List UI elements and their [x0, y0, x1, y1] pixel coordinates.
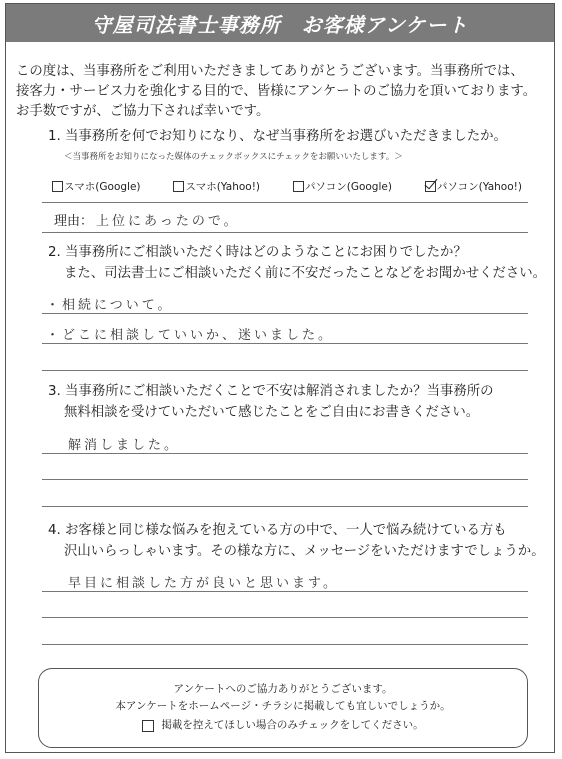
- intro-line: この度は、当事務所をご利用いただきましてありがとうございます。当事務所では、: [16, 64, 524, 79]
- question-1: [48, 126, 507, 147]
- opt-out-checkbox[interactable]: [142, 720, 154, 732]
- question-2-line2: また、司法書士にご相談いただく前に不安だったことなどをお聞かせください。: [64, 266, 547, 281]
- checkbox[interactable]: [173, 181, 184, 192]
- option-label: スマホ(Yahoo!): [185, 181, 261, 193]
- question-2-answer: ・どこに相談していいか、迷いました。: [46, 328, 335, 343]
- survey-header: [6, 4, 554, 42]
- option-pc-yahoo[interactable]: [425, 179, 522, 194]
- opt-out-row: [39, 717, 527, 734]
- reason-label: 理由：: [54, 214, 94, 229]
- option-label: スマホ(Google): [64, 181, 141, 193]
- answer-line: [42, 617, 528, 618]
- question-2-line1: 2. 当事務所にご相談いただく時はどのようなことにお困りでしたか？: [48, 245, 467, 260]
- survey-sheet: [5, 3, 555, 753]
- question-2-answer: ・相続について。: [46, 298, 174, 313]
- checkbox[interactable]: [52, 181, 63, 192]
- question-4-answer: 早目に相談した方が良いと思います。: [68, 576, 339, 591]
- option-pc-google[interactable]: [293, 179, 392, 194]
- answer-line: [42, 453, 528, 454]
- survey-title: 守屋司法書士事務所 お客様アンケート: [91, 12, 469, 37]
- intro-line: 接客力・サービス力を強化する目的で、皆様にアンケートのご協力を頂いております。: [16, 84, 537, 99]
- answer-line: [42, 370, 528, 371]
- question-4-line2: 沢山いらっしゃいます。その様な方に、メッセージをいただけますでしょうか。: [64, 544, 545, 559]
- footer-box: [38, 668, 528, 748]
- media-options: [52, 179, 522, 194]
- footer-question: 本アンケートをホームページ・チラシに掲載しても宜しいでしょうか。: [115, 700, 451, 712]
- reason-answer: 上位にあったので。: [96, 214, 240, 229]
- answer-line: [42, 232, 528, 233]
- option-smartphone-google[interactable]: [52, 179, 141, 194]
- question-3: [48, 381, 494, 423]
- divider-line: [42, 202, 528, 203]
- intro-text: [16, 62, 546, 122]
- question-3-line2: 無料相談を受けていただいて感じたことをご自由にお書きください。: [64, 405, 480, 420]
- option-smartphone-yahoo[interactable]: [173, 179, 260, 194]
- option-label: パソコン(Yahoo!): [436, 181, 522, 193]
- question-2: [48, 242, 546, 284]
- question-3-line1: 3. 当事務所にご相談いただくことで不安は解消されましたか？当事務所の: [48, 384, 494, 399]
- question-4: [48, 520, 545, 562]
- answer-line: [42, 313, 528, 314]
- intro-line: お手数ですが、ご協力下されば幸いです。: [16, 104, 270, 119]
- question-1-text: 1. 当事務所を何でお知りになり、なぜ当事務所をお選びいただきましたか。: [48, 129, 507, 144]
- question-1-note: ＜当事務所をお知りになった媒体のチェックボックスにチェックをお願いいたします。＞: [64, 152, 403, 162]
- answer-line: [42, 591, 528, 592]
- checkbox-checked[interactable]: [425, 181, 436, 192]
- question-3-answer: 解消しました。: [68, 438, 181, 453]
- option-label: パソコン(Google): [304, 181, 392, 193]
- answer-line: [42, 506, 528, 507]
- footer-thanks: アンケートへのご協力ありがとうございます。: [173, 683, 393, 695]
- checkbox[interactable]: [293, 181, 304, 192]
- question-4-line1: 4. お客様と同じ様な悩みを抱えている方の中で、一人で悩み続けている方も: [48, 523, 507, 538]
- answer-line: [42, 644, 528, 645]
- answer-line: [42, 343, 528, 344]
- opt-out-label: 掲載を控えてほしい場合のみチェックをしてください。: [161, 719, 424, 731]
- answer-line: [42, 479, 528, 480]
